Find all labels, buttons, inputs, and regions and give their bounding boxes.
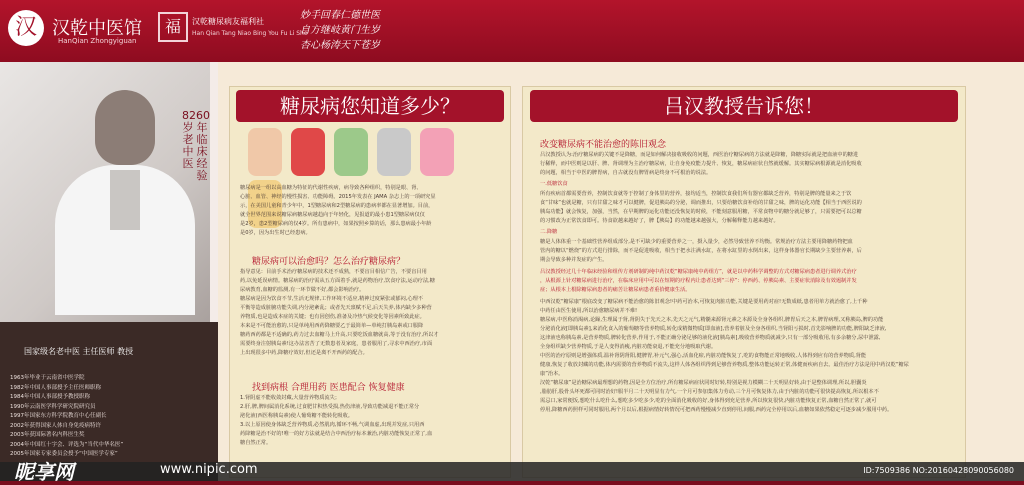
slogan-line: 妙手回春仁德世医	[300, 10, 380, 21]
clinic-name: 汉乾中医馆	[52, 18, 142, 39]
text-line: 吕汉教授认为:治疗糖尿病的关键不是降糖，而是如何解决接收吸收的问题，西医治疗糖尿病的方法就是降糖，降糖实际就是把血液中的糖进	[540, 152, 859, 158]
text-line: 药降糖是治不好的!唯一的好方法就是结合中西治疗标本兼治,内脏功能恢复正常了,血	[240, 431, 433, 437]
change-concept-heading: 改变糖尿病不能治愈的陈旧观念	[540, 140, 667, 150]
text-line: 药,以免延误病情。糖尿病的治疗需从五方面着手,就是药物治疗,饮食疗法,运动疗法,糖	[240, 278, 435, 284]
treatment-guidance-text	[240, 268, 502, 358]
slogan-line: 自方继岐黄门生岁	[300, 25, 380, 36]
society-name: 汉乾糖尿病友福利社	[192, 17, 264, 26]
root-cause-text	[240, 394, 502, 448]
text-line: ，从根源上针对糖尿病进行治疗，在临床应用中可以在短期的疗程内让患者达到“三停”：停西药、停胰岛素、主要症状消除及有效遏制并发	[540, 278, 857, 284]
text-line: 示，在美国儿童和青少年中，1型糖尿病和2型糖尿病的患病率都在显著增加。目前，	[240, 203, 434, 209]
career-timeline	[10, 374, 210, 460]
calligraphy-slogan	[300, 8, 380, 53]
text-line: 糖是人体体重一个基础性营养组成部分,是不可缺少的重要营养之一，摄入量少，必然导致营养不均衡。常规治疗方法主要用降糖药物把血	[540, 239, 853, 245]
text-line: 糖自然正常。	[240, 440, 272, 446]
timeline-item: 2004年中国红十字会、评选为“当代中华名医”	[10, 441, 124, 448]
timeline-item: 1997年国家东方科学院教育中心任副长	[10, 413, 107, 419]
text-line: 健康,恢复了收放封藏的功能,体内需要的营养物质不流失,这样人体各组织得到足够营养物质,整体功能运转正常,体健而疾病自去。最佳治疗方法是用中药汉乾“糖尿	[540, 362, 909, 368]
timeline-item: 1984年中国人事部授予教授职称	[10, 394, 90, 400]
text-line: 糖尿病是因为饮食不节,生活无规律,工作环境不适应,精神过度紧张或郁闷,心理不	[240, 296, 423, 302]
diabetes-intro-text	[240, 184, 502, 238]
treatment-claim-text	[540, 268, 956, 295]
text-line: 中医的治疗原则是增强体质,温补肾阴肾阳,健脾胃,补元气,强心,活血化瘀,内脏功能恢复了,吃的食物能正常地吸收,人体得到应有的营养物质,肾能	[540, 353, 867, 359]
text-line: 2.肝,脾,脾间属消化系统,过食肥甘积热受损,热伤津液,导致功能减退不能正常分	[240, 404, 420, 410]
text-line: 胰岛功能】就会恢复，加强，当然，在早期脾的运化功能还没恢复的时候，不能刻意服用糖，平常食物中的糖分就足够了，只需要把可以总糖	[540, 209, 862, 215]
blood-drop-icon	[291, 128, 325, 176]
doctor-head-shape	[95, 90, 155, 165]
text-line: 康”治本。	[540, 371, 564, 377]
lower-sugar-heading: 二.降糖	[540, 229, 558, 235]
text-line: 期会导致多种并发症的产生。	[540, 257, 608, 263]
clinic-logo-icon: 汉	[8, 10, 44, 46]
doctor-cartoon-icon	[248, 128, 282, 176]
doctor-shirt-shape	[110, 170, 140, 230]
header-banner	[0, 0, 1024, 62]
text-line: ,脂肪肝,股骨头坏死都可同时治好!服半月二十天明显有力气,一个月可参加集体力劳动,三个月可恢复体力,由于内脏的功能可很快提高恢复,所以根本不	[540, 389, 879, 395]
text-line: 这津液也称胰岛素,是营养物质,脾转化营养,作用于,不能正确分泌足够的液化液[胰岛素],吸收营养物质就减少,只有一部分吸收用,有多余糖分,尿中泄露,	[540, 335, 881, 341]
illustration-strip	[248, 128, 494, 180]
experience-caption: 60年临床经验	[196, 109, 210, 182]
lower-sugar-text	[540, 238, 956, 265]
text-line: 本来是不可能治愈的,只是单纯用西药降糖要乙于最简单—单纯打胰岛素或口服降	[240, 323, 424, 329]
family-icon	[420, 128, 454, 176]
text-line: 的习惯改为正常饮食即可。待食欲越来越好了，脾【胰岛】的功能越来越强大，分解稀释能力越来越好。	[540, 218, 779, 224]
cure-question-heading: 糖尿病可以治愈吗？怎么治疗糖尿病？	[252, 257, 406, 267]
image-id-text: ID:7509386 NO:20160428090056080	[863, 466, 1014, 475]
text-line: 的问题，相当于中医的脾胃病，自古就没有脾胃病是终身不可根治的说法。	[540, 170, 712, 176]
text-line: 是0岁，因为出生时已经患病。	[240, 230, 311, 236]
watermark-url: www.nipic.com	[160, 462, 258, 477]
text-line: 汉乾“糖尿康”是治糖尿病最理想的药物,因是全方位治疗,所有糖尿病症状同时好转,特别是视力模糊二十天明显好转,由于是整体调理,所以,胆囊炎	[540, 380, 867, 386]
text-line: 养物质,也是造成本症的关键；也有因创伤,准备及冷热气候变化等因素所致此症。	[240, 314, 425, 320]
professor-advice-banner: 吕汉教授告诉您！	[530, 90, 958, 122]
text-line: 糖药西药都是不适确的,药力过去血糖马上升高,只要吃饭血糖就高,等于没有治疗,所以才	[240, 332, 439, 338]
seal-icon: 福	[158, 12, 188, 42]
text-line: 中西汉乾“糖尿康”根底改变了糖尿病不能治愈的陈旧观念!中药可治本,可恢复肉脏功能,关键是要用药对症!无数成纸,患者用单方就治愈了,上千种	[540, 299, 868, 305]
text-line: 泌化液(西医称胰岛素)使人葡萄糖不能转化吸收。	[240, 413, 353, 419]
text-line: 行稀释，而中医则是以肝、脾、肾调理为主治疗糖尿病，让自身免疫能力提升、恢复，糖尿病症状自然就缓解。其实糖尿病根源就是消化吸收	[540, 161, 862, 167]
food-icon	[334, 128, 368, 176]
text-line: 平衡等造成脏腑功能失调,内分泌紊乱；或者先天禀赋不足,后天失养,体内缺少多种营	[240, 305, 432, 311]
society-name-pinyin: Han Qian Tang Niao Bing You Fu Li She	[192, 30, 308, 37]
text-line: 中药任由医生使用,所以治愈糖尿病并不难!	[540, 308, 638, 314]
text-line: 1.肾阴虚不能收敛封藏,大量营养物质流失；	[240, 395, 340, 401]
text-line: 上出现很多中药,降糖疗效好,但还是离不开西药的配合。	[240, 350, 368, 356]
timeline-item: 1963年毕业于云南省中医学院	[10, 375, 85, 381]
age-caption: 82岁老中医	[182, 109, 196, 170]
text-line: 所有疾病首都需要营养，控制饮食就等于控制了身体里的营养，接均适当，控制饮食我们所有器官都缺乏营养，特别是脾的能量来之于饮	[540, 191, 852, 197]
text-line: 指导意见：目前手术治疗糖尿病的技术还不成熟，不要盲目相信广告，不要盲目用	[240, 269, 427, 275]
timeline-item: 2002年获得国家人体自身免疫病特许	[10, 422, 101, 429]
diabetes-question-banner: 糖尿病您知道多少？	[236, 90, 504, 122]
text-line: 全身组织缺少营养物质,于是人变得消瘦,内脏功能衰退,不能充分地吸取代谢。	[540, 344, 717, 350]
text-line: 糖尿病是一组以高血糖为特征的代谢性疾病，病导致各种组织，特别是眼、肾、	[240, 185, 422, 191]
text-line: 症；从根本上根除糖尿病患者的痛苦让糖尿病患者重拾健康生活。	[540, 287, 691, 293]
timeline-item: 2003年获国际著名内科医生奖	[10, 432, 85, 438]
root-cause-heading: 找到病根 合理用药 医患配合 恢复健康	[252, 383, 405, 393]
slogan-line: 杏心杨涛天下苍岁	[300, 40, 380, 51]
tcm-explanation-text	[540, 298, 956, 415]
clinic-name-pinyin: HanQian Zhongyiguan	[58, 37, 137, 45]
text-line: 是2岁，患2型糖尿病的仅4岁。所有患病中，如果按照乡算的话，那么患病最小年龄	[240, 221, 432, 227]
text-line: 分泌消化液[即胰岛素],来消化食入的葡萄糖等营养物质,转化成精微物质[即血液],营养着脏及全身各组织,当肾阳亏损时,首先影响脾的功能,脾阳缺乏津液,	[540, 326, 887, 332]
concept-text	[540, 151, 956, 178]
text-line: 尿病教育,血糖的监测,有一环节做不好,都会影响治疗。	[240, 287, 365, 293]
text-line: 停用,降糖西药照样可同时服用,两个月以后,根据病情好转情况可把西药慢慢减少直到停用,间服,西药完全停用以后,血糖如果依然稳定可逐步减少服用中药。	[540, 407, 893, 413]
text-line: 就全世界范围来说糖尿病糖尿病越趋向于年轻化，见报道的最小患1型糖尿病仅仅	[240, 212, 425, 218]
low-sugar-diet-heading: 一.低糖饮食	[540, 181, 568, 187]
text-line: 吕汉教授经过几十年临床经验和组传方剂研制的纯中药汉乾“糖尿康纯中药组方”，就是以中药科学调整的方式对糖尿病患者进行调养式治疗	[540, 269, 857, 275]
text-line: 需要终身注射胰岛素!这办法害苦了无数患者及家庭，患者服用了,寻求中西治疗,市面	[240, 341, 433, 347]
timeline-item: 1982年中国人事部授予主任医师职称	[10, 384, 101, 391]
text-line: 糖尿病,中医称消渴病,论躁,生理属于肾,肾阴失于先天之本,先天之元气,精髓来源肾元素之本源及全身各组织,脾胃后天之本,脾胃病理,又称胰岛,脾的功能	[540, 317, 884, 323]
diet-text	[540, 190, 956, 226]
text-line: 需忌口,家常便饭,想吃什么吃什么,想吃多少吃多少,吃的全面消化吸收的好,身体得到充足营养,所以恢复很快,内脏功能恢复正常,血糖自然正常了,就可	[540, 398, 877, 404]
watermark-logo: 昵享网	[14, 460, 74, 484]
text-line: 3.以上原因使身体缺乏营养物质,必然肌肉,循环不畅,气调血虚,出现并发症,只用西	[240, 422, 425, 428]
timeline-item: 1990年云南医学科学研究院研究员	[10, 403, 96, 410]
text-line: 心脏、血管、神经的慢性损害、功能障碍。2015年发表在 JAMA 杂志上的一项研究显	[240, 194, 436, 200]
patient-cartoon-icon	[377, 128, 411, 176]
text-line: 管内的糖以“燃烧”的方式进行排除，而不是促进吸收，相当于把水注满水缸，在将水缸里的水倒出来，这样身体器官长期缺少主要营养素，后	[540, 248, 862, 254]
doctor-title: 国家级名老中医 主任医师 教授	[24, 347, 134, 356]
text-line: 食“甘味”也就是糖，只有甘甜之味才可以健脾，促进胰岛的分泌，调而推出，只要给糖饮食补给的甘甜之味，脾的运化功能【相当于西医说的	[540, 200, 862, 206]
timeline-item: 2005年国家专家委员会授予“中国医学专家”	[10, 451, 118, 457]
